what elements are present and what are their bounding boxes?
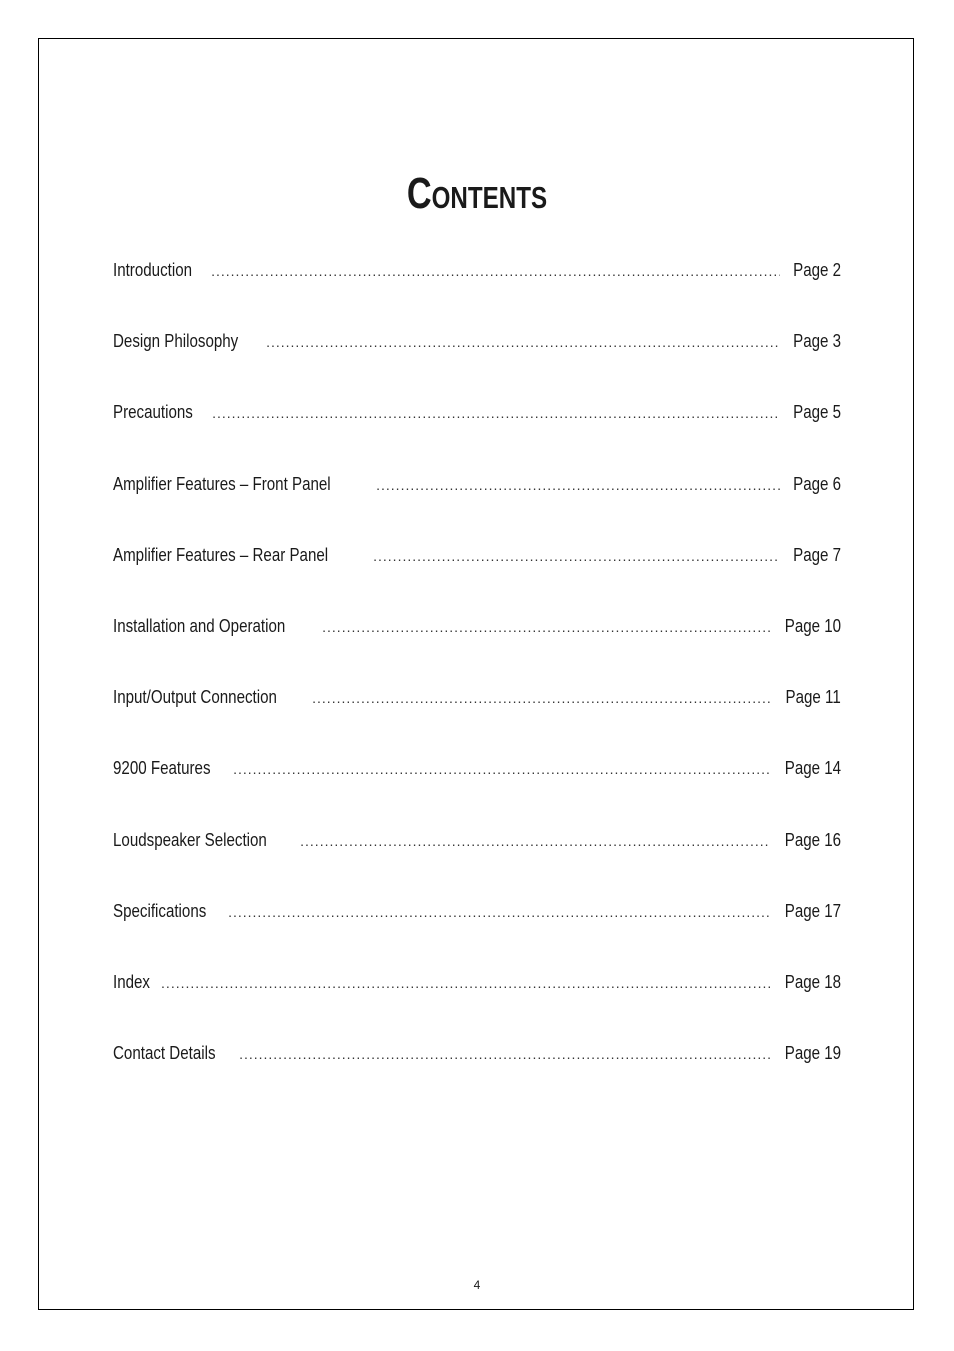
toc-entry-label: 9200 Features [113, 758, 211, 779]
toc-entry-label: Index [113, 971, 150, 992]
dot-leader [376, 467, 780, 503]
dot-leader [212, 395, 780, 431]
toc-entry-label: Installation and Operation [113, 615, 286, 636]
toc-entry-label: Amplifier Features – Rear Panel [113, 544, 329, 565]
toc-entry-installation[interactable] [113, 608, 841, 679]
toc-entry-label: Input/Output Connection [113, 687, 277, 708]
toc-entry-9200-features[interactable] [113, 750, 841, 821]
toc-entry-label: Design Philosophy [113, 331, 239, 352]
toc-entry-page: Page 5 [793, 402, 841, 423]
toc-entry-label: Introduction [113, 260, 193, 280]
toc-entry-page: Page 11 [785, 687, 841, 708]
dot-leader [322, 609, 770, 645]
toc-entry-page: Page 14 [784, 758, 841, 779]
toc-entry-contact[interactable] [113, 1035, 841, 1106]
toc-entry-specifications[interactable] [113, 893, 841, 964]
page-title: Contents [406, 169, 548, 219]
toc-entry-io-connection[interactable] [113, 679, 841, 750]
toc-entry-loudspeaker[interactable] [113, 822, 841, 893]
toc-entry-page: Page 7 [793, 544, 841, 565]
toc-entry-rear-panel[interactable] [113, 537, 841, 608]
toc-entry-design-philosophy[interactable] [113, 323, 841, 394]
dot-leader [300, 823, 770, 859]
toc-entry-label: Specifications [113, 900, 207, 921]
toc-entry-page: Page 2 [793, 260, 841, 280]
dot-leader [266, 324, 780, 360]
dot-leader [373, 538, 780, 574]
page-number: 4 [473, 1278, 481, 1292]
toc-entry-page: Page 16 [784, 829, 841, 850]
dot-leader [312, 680, 771, 716]
toc-entry-label: Contact Details [113, 1043, 216, 1064]
dot-leader [233, 751, 770, 787]
toc-entry-label: Precautions [113, 402, 193, 423]
toc-entry-page: Page 3 [793, 331, 841, 352]
toc-entry-page: Page 17 [784, 900, 841, 921]
dot-leader [228, 894, 770, 930]
toc-entry-precautions[interactable] [113, 394, 841, 465]
toc-entry-page: Page 6 [793, 473, 841, 494]
toc-entry-front-panel[interactable] [113, 466, 841, 537]
toc-entry-page: Page 18 [784, 971, 841, 992]
dot-leader [211, 253, 780, 289]
toc-entry-index[interactable] [113, 964, 841, 1035]
toc-entry-introduction[interactable] [113, 252, 841, 323]
toc-entry-label: Loudspeaker Selection [113, 829, 267, 850]
dot-leader [161, 965, 770, 1001]
toc-entry-page: Page 19 [784, 1043, 841, 1064]
table-of-contents [113, 252, 841, 1106]
toc-entry-page: Page 10 [784, 615, 841, 636]
dot-leader [239, 1036, 770, 1072]
toc-entry-label: Amplifier Features – Front Panel [113, 473, 331, 494]
